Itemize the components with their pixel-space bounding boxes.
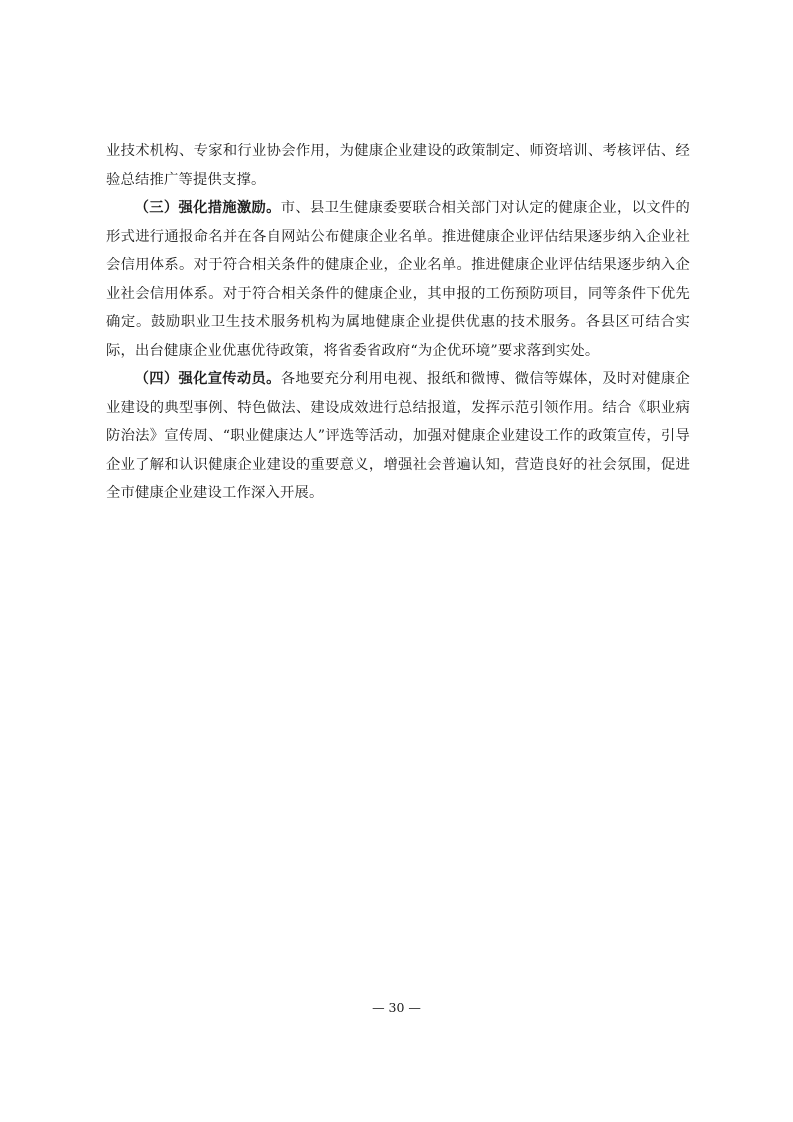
paragraph-continuation	[106, 137, 690, 194]
paragraph-text: 业技术机构、专家和行业协会作用，为健康企业建设的政策制定、师资培训、考核评估、经验总结推广等提供支撑。	[106, 143, 690, 188]
paragraph-text: 各地要充分利用电视、报纸和微博、微信等媒体，及时对健康企业建设的典型事例、特色做法、建设成效进行总结报道，发挥示范引领作用。结合《职业病防治法》宣传周、“职业健康达人”评选等活动，加强对健康企业建设工作的政策宣传，引导企业了解和认识健康企业建设的重要意义，增强社会普遍认知，营造良好的社会氛围，促进全市健康企业建设工作深入开展。	[106, 371, 691, 501]
paragraph-heading: （三）强化措施激励。	[134, 200, 281, 216]
paragraph-measures-incentive	[106, 194, 690, 365]
paragraph-heading: （四）强化宣传动员。	[134, 371, 281, 387]
paragraph-publicity	[106, 365, 690, 508]
paragraph-text: 市、县卫生健康委要联合相关部门对认定的健康企业，以文件的形式进行通报命名并在各自网站公布健康企业名单。推进健康企业评估结果逐步纳入企业社会信用体系。对于符合相关条件的健康企业，企业名单。推进健康企业评估结果逐步纳入企业社会信用体系。对于符合相关条件的健康企业，其申报的工伤预防项目，同等条件下优先确定。鼓励职业卫生技术服务机构为属地健康企业提供优惠的技术服务。各县区可结合实际，出台健康企业优惠优待政策，将省委省政府“为企优环境”要求落到实处。	[106, 200, 691, 359]
body-text	[106, 137, 690, 508]
page-number: — 30 —	[372, 1000, 421, 1015]
